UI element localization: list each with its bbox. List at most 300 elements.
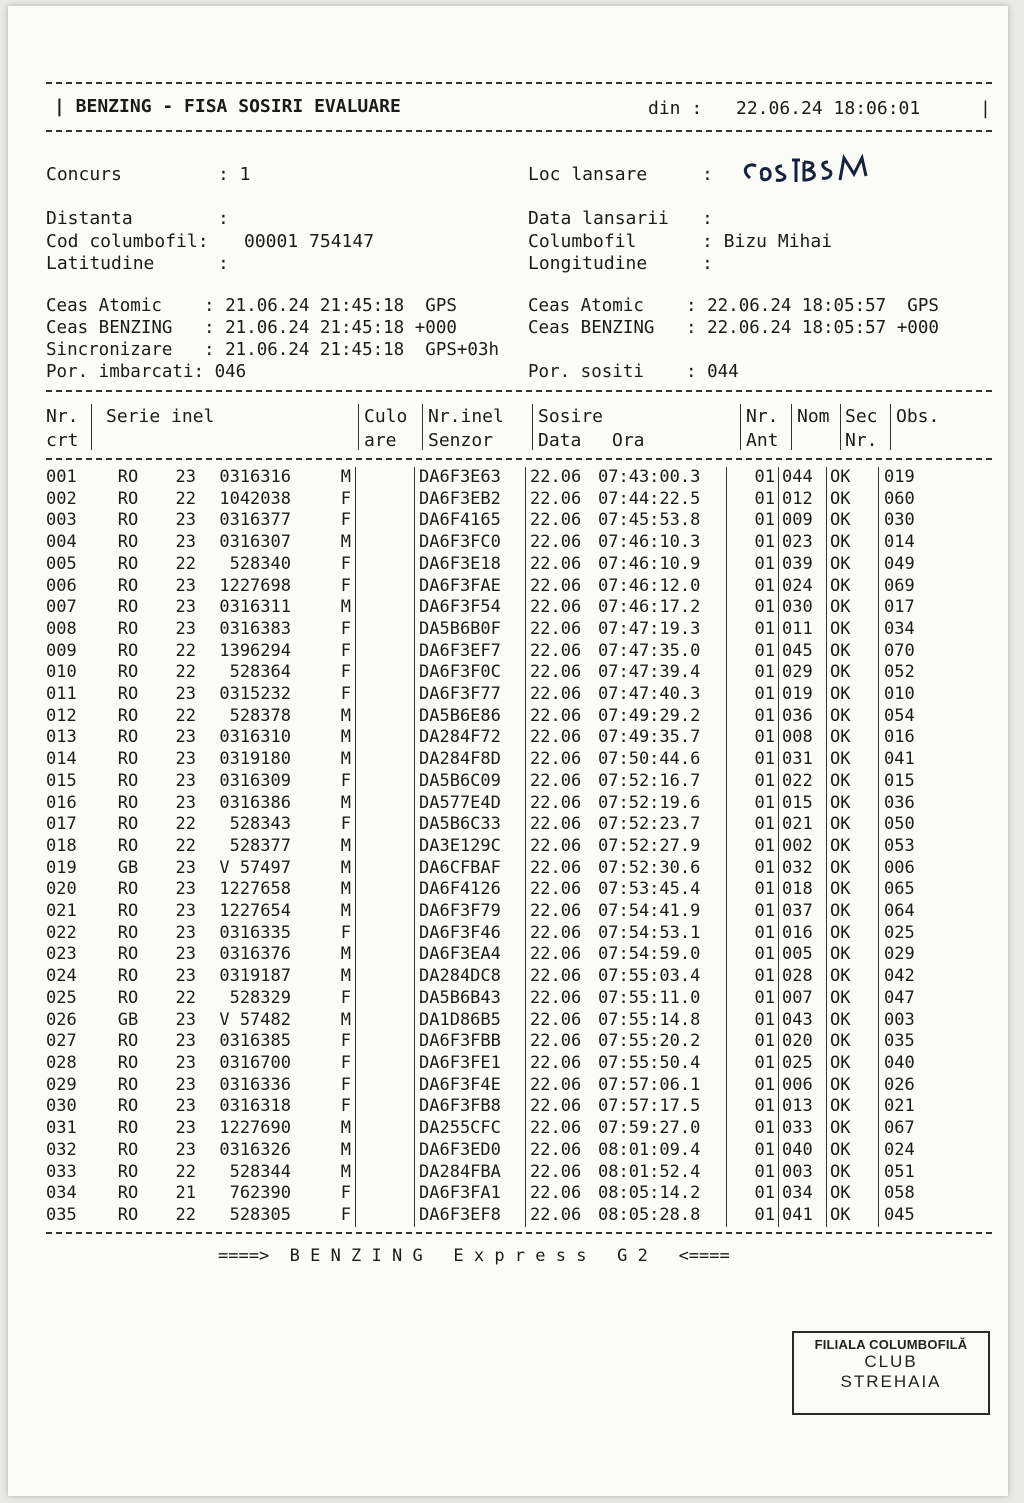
row-arrival-time: 07:47:35.0 — [598, 640, 701, 661]
th-divider — [532, 404, 533, 450]
header-bottom-rule — [46, 130, 992, 132]
table-row — [46, 684, 964, 706]
row-nom: 040 — [779, 1140, 827, 1162]
row-arrival-time: 07:45:53.8 — [598, 510, 701, 531]
footer-brand: ====> B E N Z I N G E x p r e s s G 2 <==== — [218, 1246, 730, 1266]
row-nr: 023 — [46, 944, 77, 965]
row-sec: OK — [827, 1183, 879, 1205]
row-obs: 026 — [879, 1075, 965, 1097]
columbofil-value: : Bizu Mihai — [702, 231, 833, 252]
row-country: RO — [117, 1118, 139, 1139]
row-arrival-date: 22.06 — [526, 684, 599, 706]
row-obs: 050 — [879, 814, 965, 836]
row-sensor-ring: DA577E4D — [415, 793, 526, 815]
row-antenna: 01 — [727, 641, 779, 663]
row-nr: 030 — [46, 1096, 77, 1117]
row-antenna: 01 — [727, 684, 779, 706]
row-sensor-ring: DA284F8D — [415, 749, 526, 771]
row-sec: OK — [827, 554, 879, 576]
row-sec: OK — [827, 662, 879, 684]
row-arrival-date: 22.06 — [526, 1162, 599, 1184]
row-country: RO — [117, 901, 139, 922]
row-color — [356, 1183, 415, 1205]
header-end-mark: | — [980, 98, 991, 119]
row-arrival-time: 08:01:09.4 — [598, 1139, 701, 1160]
th-nom: Nom — [797, 406, 830, 427]
row-ring-number: 1227654 — [219, 901, 291, 922]
row-antenna: 01 — [727, 901, 779, 923]
row-color — [356, 923, 415, 945]
row-arrival-time: 07:55:14.8 — [598, 1009, 701, 1030]
row-nr: 034 — [46, 1183, 77, 1204]
row-sec: OK — [827, 1096, 879, 1118]
row-arrival-time: 08:05:28.8 — [598, 1204, 701, 1225]
row-year: 23 — [175, 727, 196, 748]
row-nom: 009 — [779, 510, 827, 532]
row-ring-number: 0316385 — [219, 1031, 291, 1052]
row-nr: 020 — [46, 879, 77, 900]
row-sensor-ring: DA6CFBAF — [415, 858, 526, 880]
row-ring-number: 528378 — [229, 705, 291, 726]
row-antenna: 01 — [727, 1140, 779, 1162]
row-country: RO — [117, 1052, 139, 1073]
row-color — [356, 988, 415, 1010]
row-nom: 022 — [779, 771, 827, 793]
th-sec-1: Sec — [845, 406, 878, 427]
row-nom: 018 — [779, 879, 827, 901]
table-row — [46, 1162, 964, 1184]
row-arrival-date: 22.06 — [526, 641, 599, 663]
row-arrival-time: 07:55:03.4 — [598, 966, 701, 987]
row-country: RO — [117, 532, 139, 553]
row-arrival-time: 07:46:12.0 — [598, 575, 701, 596]
row-sex: M — [340, 727, 351, 748]
row-sensor-ring: DA6F3FE1 — [415, 1053, 526, 1075]
row-year: 23 — [175, 575, 196, 596]
header-top-rule — [46, 82, 992, 84]
row-year: 22 — [175, 814, 196, 835]
row-antenna: 01 — [727, 1053, 779, 1075]
row-year: 23 — [175, 966, 196, 987]
row-obs: 006 — [879, 858, 965, 880]
cod-columbofil-value: 00001 754147 — [244, 231, 375, 252]
row-year: 23 — [175, 597, 196, 618]
row-color — [356, 1118, 415, 1140]
table-header-bottom-rule — [46, 458, 992, 460]
row-color — [356, 749, 415, 771]
row-year: 23 — [175, 532, 196, 553]
row-arrival-date: 22.06 — [526, 793, 599, 815]
row-antenna: 01 — [727, 1075, 779, 1097]
row-year: 23 — [175, 1074, 196, 1095]
row-obs: 064 — [879, 901, 965, 923]
row-country: RO — [117, 749, 139, 770]
row-sensor-ring: DA1D86B5 — [415, 1010, 526, 1032]
row-obs: 025 — [879, 923, 965, 945]
row-sensor-ring: DA5B6C09 — [415, 771, 526, 793]
distanta-value: : — [218, 208, 229, 229]
row-nom: 021 — [779, 814, 827, 836]
row-obs: 054 — [879, 706, 965, 728]
row-ring-number: 528329 — [229, 987, 291, 1008]
row-arrival-time: 08:01:52.4 — [598, 1161, 701, 1182]
row-arrival-date: 22.06 — [526, 1075, 599, 1097]
row-country: RO — [117, 1161, 139, 1182]
row-year: 23 — [175, 770, 196, 791]
row-nr: 002 — [46, 488, 77, 509]
row-arrival-date: 22.06 — [526, 1183, 599, 1205]
th-divider — [358, 404, 359, 450]
row-arrival-time: 07:52:30.6 — [598, 857, 701, 878]
row-arrival-time: 07:52:16.7 — [598, 770, 701, 791]
row-sec: OK — [827, 923, 879, 945]
row-obs: 049 — [879, 554, 965, 576]
row-sex: F — [340, 814, 351, 835]
row-color — [356, 793, 415, 815]
row-nom: 030 — [779, 597, 827, 619]
row-ring-number: 1227698 — [219, 575, 291, 596]
row-country: RO — [117, 944, 139, 965]
row-nr: 026 — [46, 1009, 77, 1030]
table-row — [46, 1096, 964, 1118]
row-obs: 060 — [879, 489, 965, 511]
row-sensor-ring: DA6F3EB2 — [415, 489, 526, 511]
row-antenna: 01 — [727, 814, 779, 836]
table-row — [46, 879, 964, 901]
row-nom: 007 — [779, 988, 827, 1010]
row-sex: F — [340, 987, 351, 1008]
row-arrival-time: 07:59:27.0 — [598, 1118, 701, 1139]
table-row — [46, 554, 964, 576]
row-antenna: 01 — [727, 554, 779, 576]
row-obs: 030 — [879, 510, 965, 532]
row-arrival-date: 22.06 — [526, 879, 599, 901]
row-country: RO — [117, 1183, 139, 1204]
row-year: 21 — [175, 1183, 196, 1204]
table-row — [46, 641, 964, 663]
row-ring-number: 0316309 — [219, 770, 291, 791]
row-antenna: 01 — [727, 532, 779, 554]
row-sensor-ring: DA6F3E18 — [415, 554, 526, 576]
row-ring-number: 0316310 — [219, 727, 291, 748]
porumbei-sositi: Por. sositi : 044 — [528, 362, 739, 382]
row-nom: 012 — [779, 489, 827, 511]
row-nr: 017 — [46, 814, 77, 835]
row-country: RO — [117, 662, 139, 683]
th-sec-2: Nr. — [845, 430, 878, 451]
row-color — [356, 814, 415, 836]
row-sensor-ring: DA284DC8 — [415, 966, 526, 988]
row-sex: F — [340, 1074, 351, 1095]
row-sensor-ring: DA5B6B43 — [415, 988, 526, 1010]
table-row — [46, 576, 964, 598]
row-antenna: 01 — [727, 1096, 779, 1118]
row-sec: OK — [827, 510, 879, 532]
th-sosire-data: Data — [538, 430, 582, 451]
th-culoare-2: are — [364, 430, 397, 451]
row-year: 23 — [175, 1139, 196, 1160]
row-year: 23 — [175, 1096, 196, 1117]
row-antenna: 01 — [727, 510, 779, 532]
row-antenna: 01 — [727, 467, 779, 489]
row-year: 23 — [175, 684, 196, 705]
row-nr: 011 — [46, 684, 77, 705]
row-country: RO — [117, 727, 139, 748]
th-nr-ant-2: Ant — [746, 430, 779, 451]
stamp-line-2: CLUB — [864, 1352, 918, 1371]
row-nr: 016 — [46, 792, 77, 813]
row-sex: M — [340, 532, 351, 553]
table-row — [46, 619, 964, 641]
loc-lansare-handwritten — [736, 152, 896, 194]
row-sex: M — [340, 944, 351, 965]
row-nom: 008 — [779, 727, 827, 749]
row-nr: 025 — [46, 987, 77, 1008]
table-row — [46, 1031, 964, 1053]
row-sensor-ring: DA6F3F54 — [415, 597, 526, 619]
row-sec: OK — [827, 576, 879, 598]
row-sex: M — [340, 467, 351, 487]
row-arrival-date: 22.06 — [526, 944, 599, 966]
row-nom: 034 — [779, 1183, 827, 1205]
th-divider — [890, 404, 891, 450]
row-sex: F — [340, 1031, 351, 1052]
row-arrival-date: 22.06 — [526, 1031, 599, 1053]
row-nr: 028 — [46, 1052, 77, 1073]
row-country: RO — [117, 792, 139, 813]
row-sensor-ring: DA6F3EA4 — [415, 944, 526, 966]
row-nr: 029 — [46, 1074, 77, 1095]
row-year: 23 — [175, 879, 196, 900]
row-color — [356, 684, 415, 706]
row-country: RO — [117, 1096, 139, 1117]
row-sensor-ring: DA6F3EF8 — [415, 1205, 526, 1227]
sincronizare: Sincronizare : 21.06.24 21:45:18 GPS+03h — [46, 340, 500, 360]
row-country: GB — [117, 857, 139, 878]
row-arrival-date: 22.06 — [526, 489, 599, 511]
latitudine-value: : — [218, 253, 229, 274]
row-color — [356, 901, 415, 923]
row-country: GB — [117, 1009, 139, 1030]
row-nr: 018 — [46, 835, 77, 856]
row-sec: OK — [827, 706, 879, 728]
row-arrival-time: 07:52:23.7 — [598, 814, 701, 835]
row-sec: OK — [827, 1031, 879, 1053]
row-color — [356, 489, 415, 511]
row-year: 23 — [175, 944, 196, 965]
row-country: RO — [117, 640, 139, 661]
row-sensor-ring: DA6F3FAE — [415, 576, 526, 598]
row-sex: M — [340, 1161, 351, 1182]
row-antenna: 01 — [727, 771, 779, 793]
row-country: RO — [117, 467, 139, 487]
table-row — [46, 1183, 964, 1205]
row-arrival-date: 22.06 — [526, 858, 599, 880]
table-row — [46, 836, 964, 858]
row-country: RO — [117, 879, 139, 900]
row-ring-number: 1042038 — [219, 488, 291, 509]
row-sex: M — [340, 901, 351, 922]
row-nr: 035 — [46, 1204, 77, 1225]
loc-lansare-sep: : — [702, 164, 713, 185]
table-row — [46, 793, 964, 815]
row-sensor-ring: DA6F3FA1 — [415, 1183, 526, 1205]
table-bottom-rule — [46, 1232, 992, 1234]
row-sex: F — [340, 575, 351, 596]
row-nr: 007 — [46, 597, 77, 618]
table-row — [46, 706, 964, 728]
row-sensor-ring: DA6F3F4E — [415, 1075, 526, 1097]
row-antenna: 01 — [727, 727, 779, 749]
row-obs: 024 — [879, 1140, 965, 1162]
row-nr: 008 — [46, 618, 77, 639]
row-arrival-time: 07:47:40.3 — [598, 684, 701, 705]
table-row — [46, 727, 964, 749]
data-lansarii-label: Data lansarii — [528, 208, 669, 229]
club-stamp — [792, 1331, 990, 1415]
row-year: 23 — [175, 1118, 196, 1139]
table-row — [46, 1205, 964, 1227]
row-antenna: 01 — [727, 576, 779, 598]
row-sex: M — [340, 879, 351, 900]
row-arrival-time: 07:55:50.4 — [598, 1052, 701, 1073]
row-ring-number: 528344 — [229, 1161, 291, 1182]
loc-lansare-label: Loc lansare — [528, 164, 648, 185]
table-row — [46, 662, 964, 684]
th-nr-inel-1: Nr.inel — [428, 406, 504, 427]
row-sex: M — [340, 1009, 351, 1030]
row-sensor-ring: DA6F3ED0 — [415, 1140, 526, 1162]
ceas-benzing-end: Ceas BENZING : 22.06.24 18:05:57 +000 — [528, 318, 939, 338]
row-ring-number: 0316311 — [219, 597, 291, 618]
row-year: 22 — [175, 640, 196, 661]
distanta-label: Distanta — [46, 208, 133, 229]
row-sex: F — [340, 1096, 351, 1117]
row-arrival-date: 22.06 — [526, 966, 599, 988]
row-sec: OK — [827, 597, 879, 619]
row-nom: 045 — [779, 641, 827, 663]
row-obs: 047 — [879, 988, 965, 1010]
row-color — [356, 554, 415, 576]
row-nom: 016 — [779, 923, 827, 945]
row-nom: 006 — [779, 1075, 827, 1097]
row-year: 22 — [175, 987, 196, 1008]
row-sex: F — [340, 770, 351, 791]
row-sex: F — [340, 640, 351, 661]
table-header-top-rule — [46, 390, 992, 392]
row-antenna: 01 — [727, 944, 779, 966]
th-divider — [791, 404, 792, 450]
row-year: 23 — [175, 467, 196, 487]
th-divider — [840, 404, 841, 450]
row-nom: 029 — [779, 662, 827, 684]
row-nom: 028 — [779, 966, 827, 988]
th-nr-2: crt — [46, 430, 79, 451]
row-sex: F — [340, 510, 351, 531]
row-nom: 032 — [779, 858, 827, 880]
row-arrival-time: 07:55:11.0 — [598, 987, 701, 1008]
row-ring-number: 0319180 — [219, 749, 291, 770]
row-color — [356, 467, 415, 489]
row-country: RO — [117, 575, 139, 596]
row-nr: 021 — [46, 901, 77, 922]
row-nom: 011 — [779, 619, 827, 641]
table-row — [46, 1140, 964, 1162]
row-country: RO — [117, 488, 139, 509]
row-arrival-time: 07:52:19.6 — [598, 792, 701, 813]
row-ring-number: 0316700 — [219, 1052, 291, 1073]
row-sex: M — [340, 1118, 351, 1139]
row-nr: 014 — [46, 749, 77, 770]
th-nr-ant-1: Nr. — [746, 406, 779, 427]
row-arrival-date: 22.06 — [526, 619, 599, 641]
data-lansarii-value: : — [702, 208, 713, 229]
th-serie-inel: Serie inel — [106, 406, 215, 427]
row-antenna: 01 — [727, 923, 779, 945]
row-sensor-ring: DA6F3EF7 — [415, 641, 526, 663]
row-arrival-time: 07:50:44.6 — [598, 749, 701, 770]
row-arrival-date: 22.06 — [526, 467, 599, 489]
row-obs: 070 — [879, 641, 965, 663]
row-year: 23 — [175, 922, 196, 943]
table-row — [46, 901, 964, 923]
row-nom: 003 — [779, 1162, 827, 1184]
row-ring-number: 528305 — [229, 1204, 291, 1225]
row-color — [356, 1053, 415, 1075]
table-row — [46, 988, 964, 1010]
row-antenna: 01 — [727, 793, 779, 815]
row-obs: 021 — [879, 1096, 965, 1118]
row-sec: OK — [827, 489, 879, 511]
row-nr: 001 — [46, 467, 77, 487]
row-year: 23 — [175, 901, 196, 922]
row-sec: OK — [827, 836, 879, 858]
table-row — [46, 814, 964, 836]
row-sensor-ring: DA6F3F0C — [415, 662, 526, 684]
table-row — [46, 858, 964, 880]
row-nom: 025 — [779, 1053, 827, 1075]
table-row — [46, 1118, 964, 1140]
row-color — [356, 532, 415, 554]
row-sensor-ring: DA6F3F79 — [415, 901, 526, 923]
row-nr: 003 — [46, 510, 77, 531]
row-sec: OK — [827, 1118, 879, 1140]
ceas-benzing-start: Ceas BENZING : 21.06.24 21:45:18 +000 — [46, 318, 457, 338]
row-country: RO — [117, 987, 139, 1008]
table-row — [46, 467, 964, 489]
row-sex: F — [340, 553, 351, 574]
row-sensor-ring: DA6F4165 — [415, 510, 526, 532]
row-sec: OK — [827, 532, 879, 554]
row-nr: 009 — [46, 640, 77, 661]
table-row — [46, 923, 964, 945]
row-country: RO — [117, 597, 139, 618]
row-obs: 058 — [879, 1183, 965, 1205]
row-sec: OK — [827, 467, 879, 489]
row-obs: 051 — [879, 1162, 965, 1184]
row-year: 23 — [175, 510, 196, 531]
row-obs: 069 — [879, 576, 965, 598]
row-arrival-date: 22.06 — [526, 1118, 599, 1140]
row-ring-number: 0319187 — [219, 966, 291, 987]
row-year: 22 — [175, 1161, 196, 1182]
row-sec: OK — [827, 1205, 879, 1227]
row-ring-number: V 57482 — [219, 1009, 291, 1030]
row-obs: 034 — [879, 619, 965, 641]
row-sec: OK — [827, 641, 879, 663]
row-obs: 015 — [879, 771, 965, 793]
row-arrival-date: 22.06 — [526, 532, 599, 554]
